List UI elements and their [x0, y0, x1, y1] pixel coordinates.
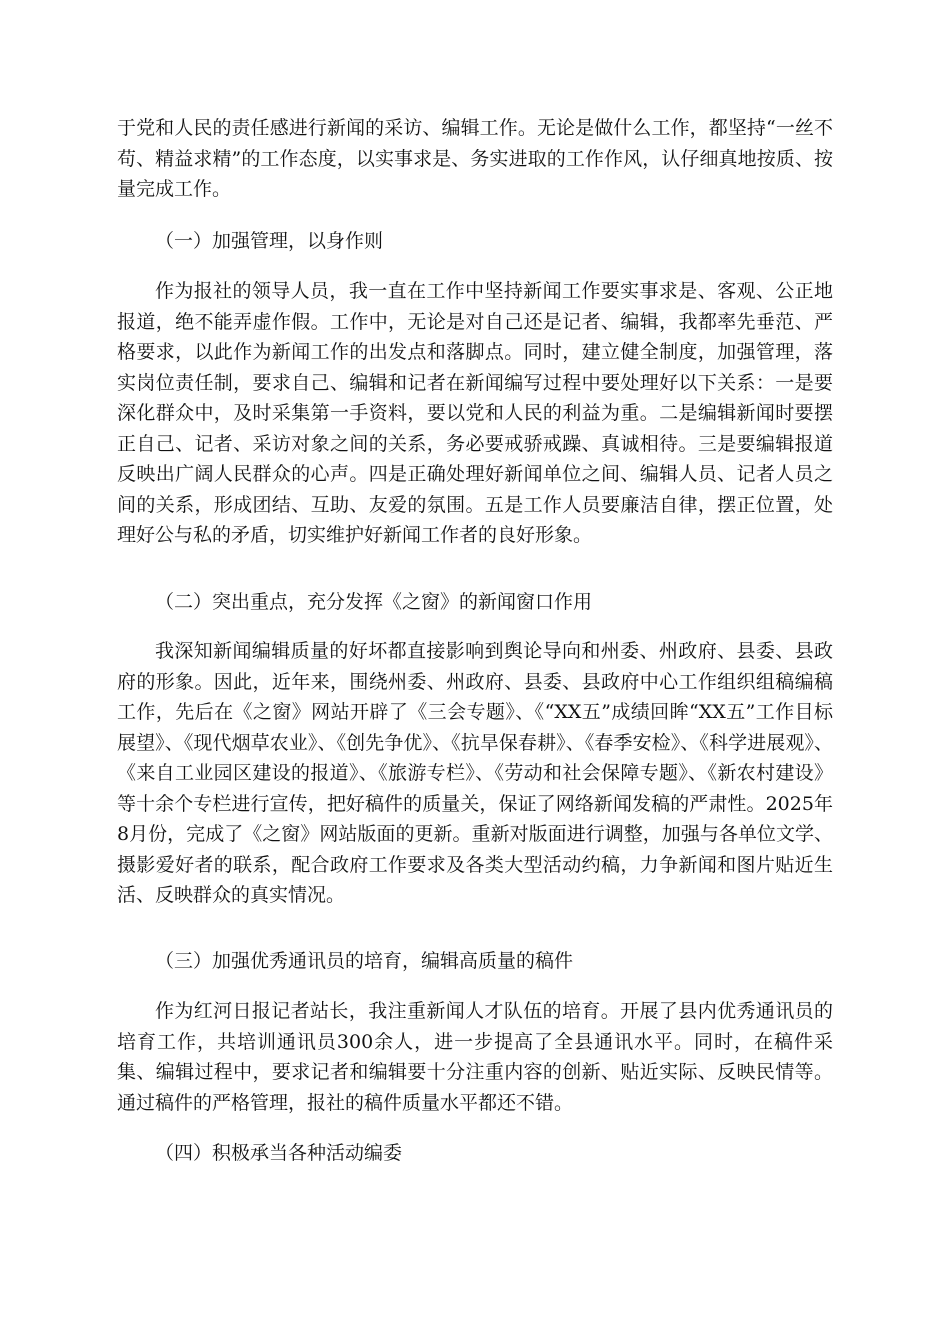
- paragraph-section-2: 我深知新闻编辑质量的好坏都直接影响到舆论导向和州委、州政府、县委、县政府的形象。因此，近年来，围绕州委、州政府、县委、县政府中心工作组织组稿编稿工作，先后在《之窗》网站开辟了《三会专题》、《“XX五”成绩回眸“XX五”工作目标展望》、《现代烟草农业》、《创先争优》、《抗旱保春耕》、《春季安检》、《科学进展观》、《来自工业园区建设的报道》、《旅游专栏》、《劳动和社会保障专题》、《新农村建设》等十余个专栏进行宣传，把好稿件的质量关，保证了网络新闻发稿的严肃性。2025年8月份，完成了《之窗》网站版面的更新。重新对版面进行调整，加强与各单位文学、摄影爱好者的联系，配合政府工作要求及各类大型活动约稿，力争新闻和图片贴近生活、反映群众的真实情况。: [117, 640, 833, 906]
- section-heading-2: （二）突出重点，充分发挥《之窗》的新闻窗口作用: [155, 591, 593, 613]
- section-heading-3: （三）加强优秀通讯员的培育，编辑高质量的稿件: [155, 950, 574, 972]
- section-heading-4: （四）积极承当各种活动编委: [155, 1142, 403, 1164]
- paragraph-section-3: 作为红河日报记者站长，我注重新闻人才队伍的培育。开展了县内优秀通讯员的培育工作，共培训通讯员300余人，进一步提高了全县通讯水平。同时，在稿件采集、编辑过程中，要求记者和编辑要十分注重内容的创新、贴近实际、反映民情等。通过稿件的严格管理，报社的稿件质量水平都还不错。: [117, 1000, 833, 1114]
- paragraph-intro: 于党和人民的责任感进行新闻的采访、编辑工作。无论是做什么工作，都坚持“一丝不苟、精益求精”的工作态度，以实事求是、务实进取的工作作风，认仔细真地按质、按量完成工作。: [117, 117, 833, 200]
- paragraph-section-1: 作为报社的领导人员，我一直在工作中坚持新闻工作要实事求是、客观、公正地报道，绝不能弄虚作假。工作中，无论是对自己还是记者、编辑，我都率先垂范、严格要求，以此作为新闻工作的出发点和落脚点。同时，建立健全制度，加强管理，落实岗位责任制，要求自己、编辑和记者在新闻编写过程中要处理好以下关系：一是要深化群众中，及时采集第一手资料，要以党和人民的利益为重。二是编辑新闻时要摆正自己、记者、采访对象之间的关系，务必要戒骄戒躁、真诚相待。三是要编辑报道反映出广阔人民群众的心声。四是正确处理好新闻单位之间、编辑人员、记者人员之间的关系，形成团结、互助、友爱的氛围。五是工作人员要廉洁自律，摆正位置，处理好公与私的矛盾，切实维护好新闻工作者的良好形象。: [117, 280, 833, 546]
- section-heading-1: （一）加强管理，以身作则: [155, 230, 384, 252]
